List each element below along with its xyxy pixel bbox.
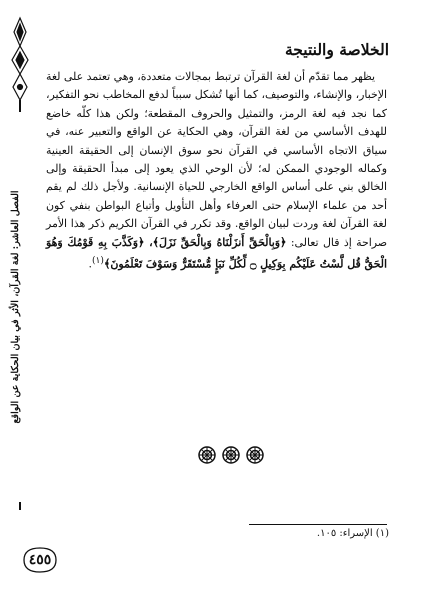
section-divider — [198, 446, 268, 466]
rosette-icon — [198, 446, 216, 464]
chapter-running-head: الفصل العاشر: لغة القرآن، الأثر في بيان الحكاية عن الواقع — [10, 112, 28, 502]
quran-quote: ﴿وَبِالْحَقِّ أَنزَلْنَاهُ وَبِالْحَقِّ نَزَلَ﴾، ﴿وَكَذَّبَ بِهِ قَوْمُكَ وَهُوَ الْحَقُّ قُل لَّسْتُ عَلَيْكُم بِوَكِيلٍ ۝ لِّكُلِّ نَبَإٍ مُّسْتَقَرٌّ وَسَوْفَ تَعْلَمُونَ﴾ — [46, 235, 387, 271]
body-paragraph: يظهر مما تقدّم أن لغة القرآن ترتبط بمجالات متعددة، وهي تعتمد على لغة الإخبار، والإنشاء، والتوصيف، كما أنها تُشكل سبباً لدفع المخاطب نحو التفكير، كما نجد فيه لغة الرمز، والتمثيل والحروف المقطعة؛ ولكن هذا كلّه خاضع للهدف الأساسي من لغة القرآن، وهي الحكاية عن الواقع والتعبير عنه، في سياق الاتجاه الأساسي في القرآن نحو سوق الإنسان إلى الحقيقة العينية وكماله الوجودي الممكن له؛ لأن الوحي الذي يعود إلى مبدأ الحقيقة وإلى الخالق بني على أساس الواقع الخارجي للحياة الإنسانية. ولأجل ذلك لم يقم أحد من علماء الإسلام حتى العرفاء وأهل التأويل وأتباع البواطن بنفي كون لغة القرآن لغة وردت لبيان الواقع. وقد تكرر في القرآن الكريم ذكر هذا الأمر صراحة إذ قال تعالى: ﴿وَبِالْحَقِّ أَنزَلْنَاهُ وَبِالْحَقِّ نَزَلَ﴾، ﴿وَكَذَّبَ بِهِ قَوْمُكَ وَهُوَ الْحَقُّ قُل لَّسْتُ عَلَيْكُم بِوَكِيلٍ ۝ لِّكُلِّ نَبَإٍ مُّسْتَقَرٌّ وَسَوْفَ تَعْلَمُونَ﴾$^{(١)}$. — [46, 70, 387, 271]
footnote-marker: (١) — [91, 256, 104, 267]
body-paragraph-text: يظهر مما تقدّم أن لغة القرآن ترتبط بمجالات متعددة، وهي تعتمد على لغة الإخبار، والإنشاء، والتوصيف، كما أنها تُشكل سبباً لدفع المخاطب نحو التفكير، كما نجد فيه لغة الرمز، والتمثيل والحروف المقطعة؛ ولكن هذا كلّه خاضع للهدف الأساسي من لغة القرآن، وهي الحكاية عن الواقع والتعبير عنه، في سياق الاتجاه الأساسي في القرآن نحو سوق الإنسان إلى الحقيقة العينية وكماله الوجودي الممكن له؛ لأن الوحي الذي يعود إلى مبدأ الحقيقة وإلى الخالق بني على أساس الواقع الخارجي للحياة الإنسانية. ولأجل ذلك لم يقم أحد من علماء الإسلام حتى العرفاء وأهل التأويل وأتباع البواطن بنفي كون لغة القرآن لغة وردت لبيان الواقع. وقد تكرر في القرآن الكريم ذكر هذا الأمر صراحة إذ قال تعالى: — [46, 70, 387, 249]
page-number — [20, 545, 60, 575]
page-number-text: ٤٥٥ — [28, 552, 52, 568]
footnote-separator — [249, 524, 387, 525]
section-title: الخلاصة والنتيجة — [284, 40, 389, 59]
rosette-icon — [222, 446, 240, 464]
body-text — [46, 68, 387, 274]
footnote: (١) الإسراء: ١٠٥. — [316, 528, 389, 539]
rosette-icon — [246, 446, 264, 464]
